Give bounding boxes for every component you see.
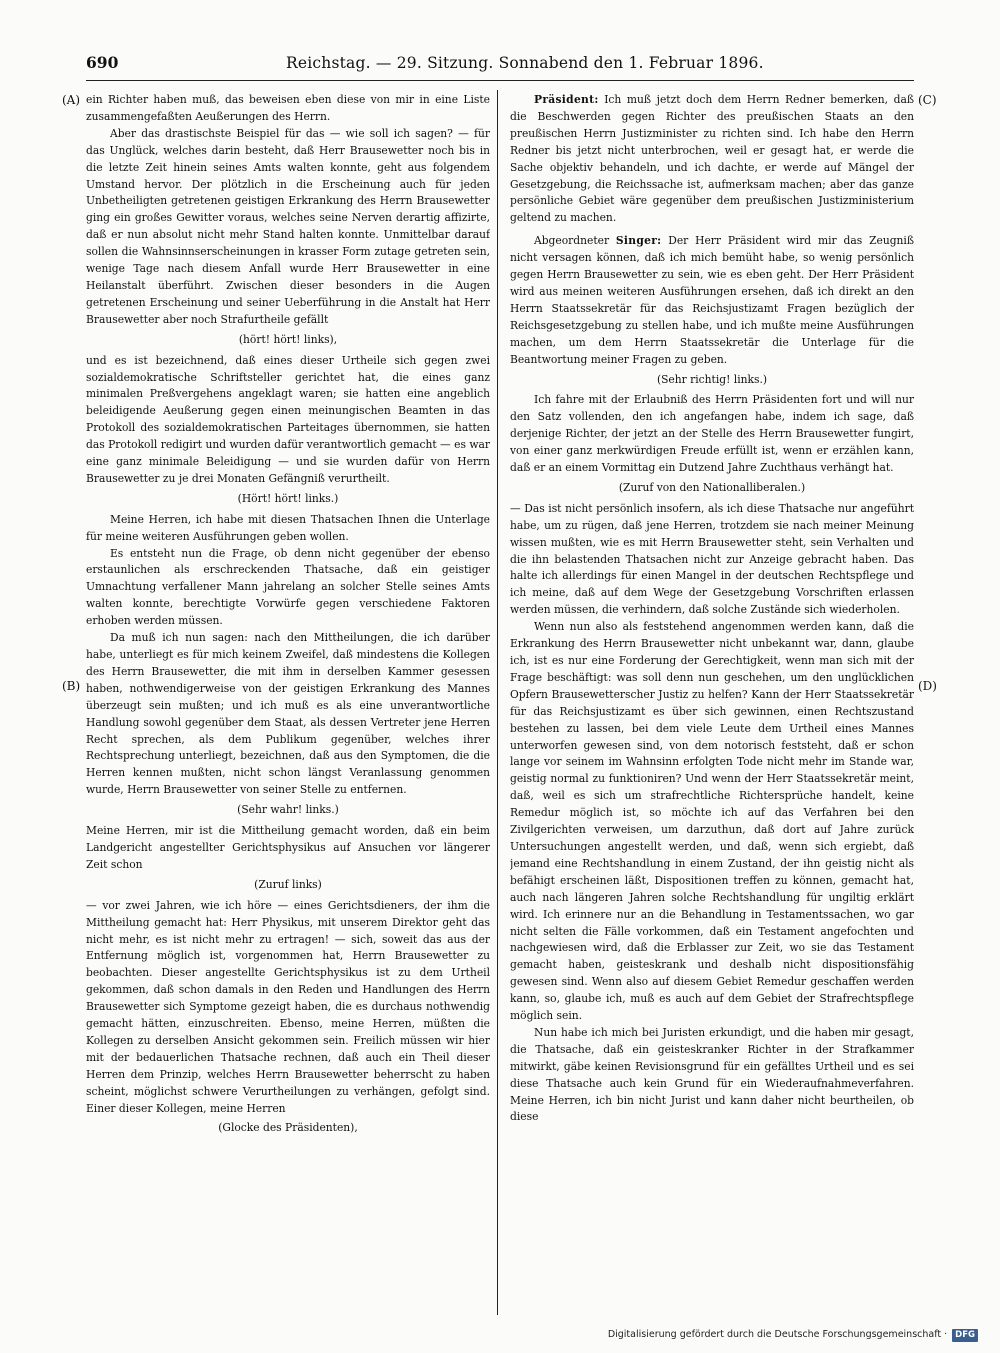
dfg-logo: DFG xyxy=(952,1329,978,1342)
speaker-name: Präsident: xyxy=(534,93,599,106)
interjection: (hört! hört! links), xyxy=(238,332,338,346)
speaker-name: Singer: xyxy=(615,234,662,248)
interjection: (Sehr wahr! links.) xyxy=(237,803,339,817)
header-rule xyxy=(86,80,914,81)
body-paragraph: Meine Herren, mir ist die Mittheilung gemacht worden, daß ein beim Landgericht angestellter Gerichtsphysikus auf Ansuchen vor längerer Zeit schon xyxy=(86,824,490,871)
running-title: Reichstag. — 29. Sitzung. Sonnabend den 1. Februar 1896. xyxy=(286,54,764,72)
body-paragraph: und es ist bezeichnend, daß eines dieser Urtheile sich gegen zwei sozialdemokratische Schriftsteller gerichtet hat, die eines ganz minimalen Preßvergehens angeklagt waren; sie hatten eine angeblich beleidigende Aeußerung gegen einen meinungischen Beamten in das Protokoll des sozialdemokratischen Parteitages übernommen, sie hatten das Protokoll redigirt und wurden dafür verantwortlich gemacht — es war eine ganz minimale Beleidigung — und sie wurden dafür von Herrn Brausewetter zu je drei Monaten Gefängniß verurtheilt. xyxy=(86,353,490,485)
body-paragraph: Aber das drastischste Beispiel für das — wie soll ich sagen? — für das Unglück, welches darin besteht, daß Herr Brausewetter noch bis in die letzte Zeit hinein seines Amts walten konnte, geht aus folgendem Umstand hervor. Der plötzlich in die Erscheinung auch für jeden Unbetheiligten getretenen geistigen Erkrankung des Herrn Brausewetter ging ein großes Gewitter voraus, welches seine Nerven derartig affizirte, daß er nun absolut nicht mehr Stand halten konnte. Unmittelbar darauf sollen die Wahnsinnserscheinungen in krasser Form zutage getreten sein, wenige Tage nach diesem Anfall wurde Herr Brausewetter in eine Heilanstalt überführt. Zwischen dieser besonders in die Augen getretenen Erscheinung und seiner Ueberführung in die Anstalt hat Herr Brausewetter aber noch Strafurtheile gefällt xyxy=(86,126,490,326)
body-paragraph: Ich fahre mit der Erlaubniß des Herrn Präsidenten fort und will nur den Satz vollenden, den ich angefangen habe, indem ich sage, daß derjenige Richter, der jetzt an der Stelle des Herrn Brausewetter fungirt, von einer ganz merkwürdigen Freude erfüllt ist, wenn er erzählen kann, daß er an einem Vormittag ein Dutzend Jahre Zuchthaus verhängt hat. xyxy=(510,393,914,475)
interjection: (Zuruf von den Nationalliberalen.) xyxy=(618,480,806,494)
right-column xyxy=(510,92,914,1314)
speech-paragraph: Präsident: Ich muß jetzt doch dem Herrn Redner bemerken, daß die Beschwerden gegen Richter des preußischen Staats an den preußischen Herrn Justizminister zu richten sind. Ich habe den Herrn Redner bis jetzt nicht unterbrochen, weil er gesagt hat, er werde die Sache objektiv behandeln, und ich dachte, er werde auf Mängel der Gesetzgebung, die Reichssache ist, aufmerksam machen; aber das ganze persönliche Gebiet wäre gegenüber dem preußischen Justizministerium geltend zu machen. xyxy=(510,93,914,225)
interjection: (Zuruf links) xyxy=(254,877,322,891)
column-divider xyxy=(497,90,498,1315)
body-paragraph: Meine Herren, ich habe mit diesen Thatsachen Ihnen die Unterlage für meine weiteren Ausführungen geben wollen. xyxy=(86,512,490,543)
body-paragraph: — vor zwei Jahren, wie ich höre — eines Gerichtsdieners, der ihm die Mittheilung gemacht hat: Herr Physikus, mit unserem Direktor geht das nicht mehr, es ist nicht mehr zu ertragen! — sich, soweit das aus der Entfernung möglich ist, vorgenommen hat, Herrn Brausewetter zu beobachten. Dieser angestellte Gerichtsphysikus ist zu dem Urtheil gekommen, daß schon damals in den Reden und Handlungen des Herrn Brausewetter sich Symptome gezeigt haben, die es durchaus nothwendig gemacht hätten, einzuschreiten. Ebenso, meine Herren, müßten die Kollegen zu derselben Ansicht gekommen sein. Freilich müssen wir hier mit der bedauerlichen Thatsache rechnen, daß auch ein Theil dieser Herren dem Prinzip, welches Herrn Brausewetter beherrscht zu haben scheint, möglichst schwere Verurtheilungen zu verhängen, gefolgt sind. Einer dieser Kollegen, meine Herren xyxy=(86,898,490,1115)
interjection: (Hört! hört! links.) xyxy=(237,491,339,505)
margin-marker-b: (B) xyxy=(62,679,81,693)
interjection: (Glocke des Präsidenten), xyxy=(218,1121,358,1135)
page-footer xyxy=(608,1327,978,1343)
page-number: 690 xyxy=(86,53,119,72)
margin-marker-c: (C) xyxy=(918,93,937,107)
body-paragraph: Da muß ich nun sagen: nach den Mittheilungen, die ich darüber habe, unterliegt es für mich keinem Zweifel, daß mindestens die Kollegen des Herrn Brausewetter, die mit ihm in derselben Kammer gesessen haben, nothwendigerweise von der geistigen Erkrankung des Mannes überzeugt sein mußten; und ich muß es als eine unverantwortliche Handlung sowohl gegenüber dem Staat, als dessen Vertreter jene Herren Recht sprechen, als dem Publikum gegenüber, welches ihrer Rechtsprechung unterliegt, bezeichnen, daß aus den Symptomen, die die Herren kennen mußten, nicht schon längst Veranlassung genommen wurde, Herrn Brausewetter von seiner Stelle zu entfernen. xyxy=(86,631,490,797)
speech-paragraph: Abgeordneter Singer: Der Herr Präsident wird mir das Zeugniß nicht versagen können, daß ich mich bemüht habe, so wenig persönlich gegen Herrn Brausewetter zu sein, wie es eben geht. Der Herr Präsident wird aus meinen weiteren Ausführungen ersehen, daß ich direkt an den Herrn Staatssekretär für das Reichsjustizamt Fragen bezüglich der Reichsgesetzgebung zu stellen habe, und ich mußte meine Ausführungen machen, um dem Herrn Staatssekretär die Unterlage für die Beantwortung meiner Fragen zu geben. xyxy=(510,234,914,366)
body-paragraph: Wenn nun also als feststehend angenommen werden kann, daß die Erkrankung des Herrn Brausewetter nicht unbekannt war, dann, glaube ich, ist es nur eine Forderung der Gerechtigkeit, wenn man sich mit der Frage beschäftigt: was soll denn nun geschehen, um den unglücklichen Opfern Brausewetterscher Justiz zu helfen? Kann der Herr Staatssekretär für das Reichsjustizamt es über sich gewinnen, einen Rechtszustand bestehen zu lassen, bei dem viele Leute dem Urtheil eines Mannes unterworfen gewesen sind, von dem notorisch feststeht, daß er schon lange vor seinem im Wahnsinn erfolgten Tode nicht mehr im Stande war, geistig normal zu funktioniren? Und wenn der Herr Staatssekretär meint, daß, weil es sich um strafrechtliche Richtersprüche handelt, keine Remedur möglich ist, so möchte ich auf das Verfahren bei den Zivilgerichten verweisen, um darzuthun, daß dort auf Jahre zurück Untersuchungen angestellt werden, und daß, wenn sich ergiebt, daß jemand eine Rechtshandlung in einem Zustand, der ihn geistig nicht als befähigt erscheinen läßt, Dispositionen treffen zu können, gemacht hat, auch nach längeren Jahren solche Rechtshandlung für ungiltig erklärt wird. Ich erinnere nur an die Behandlung in Testamentssachen, wo gar nicht selten die Fälle vorkommen, daß ein Testament angefochten und nachgewiesen wird, daß die Erblasser zur Zeit, wo sie das Testament gemacht haben, geisteskrank und deshalb nicht dispositionsfähig gewesen sind. Wenn also auf diesem Gebiet Remedur geschaffen werden kann, so, glaube ich, muß es auch auf dem Gebiet der Strafrechtspflege möglich sein. xyxy=(510,620,914,1023)
margin-marker-a: (A) xyxy=(62,93,81,107)
speaker-title: Abgeordneter xyxy=(534,234,616,248)
body-paragraph: Nun habe ich mich bei Juristen erkundigt, und die haben mir gesagt, die Thatsache, daß ein geisteskranker Richter in der Strafkammer mitwirkt, gäbe keinen Revisionsgrund für ein gefälltes Urtheil und es sei diese Thatsache auch kein Grund für ein Wiederaufnahmeverfahren. Meine Herren, ich bin nicht Jurist und kann daher nicht beurtheilen, ob diese xyxy=(510,1025,914,1124)
body-paragraph: ein Richter haben muß, das beweisen eben diese von mir in eine Liste zusammengefaßten Aeußerungen des Herrn. xyxy=(86,93,490,123)
left-column xyxy=(86,92,490,1314)
page-header xyxy=(86,50,914,76)
interjection: (Sehr richtig! links.) xyxy=(656,372,768,386)
margin-marker-d: (D) xyxy=(918,679,937,693)
body-paragraph: Es entsteht nun die Frage, ob denn nicht gegenüber der ebenso erstaunlichen als erschreckenden Thatsache, daß ein geistiger Umnachtung verfallener Mann jahrelang an solcher Stelle seines Amts walten konnte, berechtigte Vorwürfe gegen verschiedene Faktoren erhoben werden müssen. xyxy=(86,546,490,628)
body-paragraph: — Das ist nicht persönlich insofern, als ich diese Thatsache nur angeführt habe, um zu rügen, daß jene Herren, trotzdem sie nach meiner Meinung wissen mußten, wie es mit Herrn Brausewetter steht, sein Verhalten und die ihn belastenden Thatsachen nicht zur Anzeige gebracht haben. Das halte ich allerdings für einen Mangel in der deutschen Rechtspflege und ich meine, daß auf dem Wege der Gesetzgebung Vorschriften erlassen werden müssen, die verhindern, daß solche Zustände sich wiederholen. xyxy=(510,501,914,617)
footer-credit: Digitalisierung gefördert durch die Deutsche Forschungsgemeinschaft · xyxy=(607,1329,948,1340)
